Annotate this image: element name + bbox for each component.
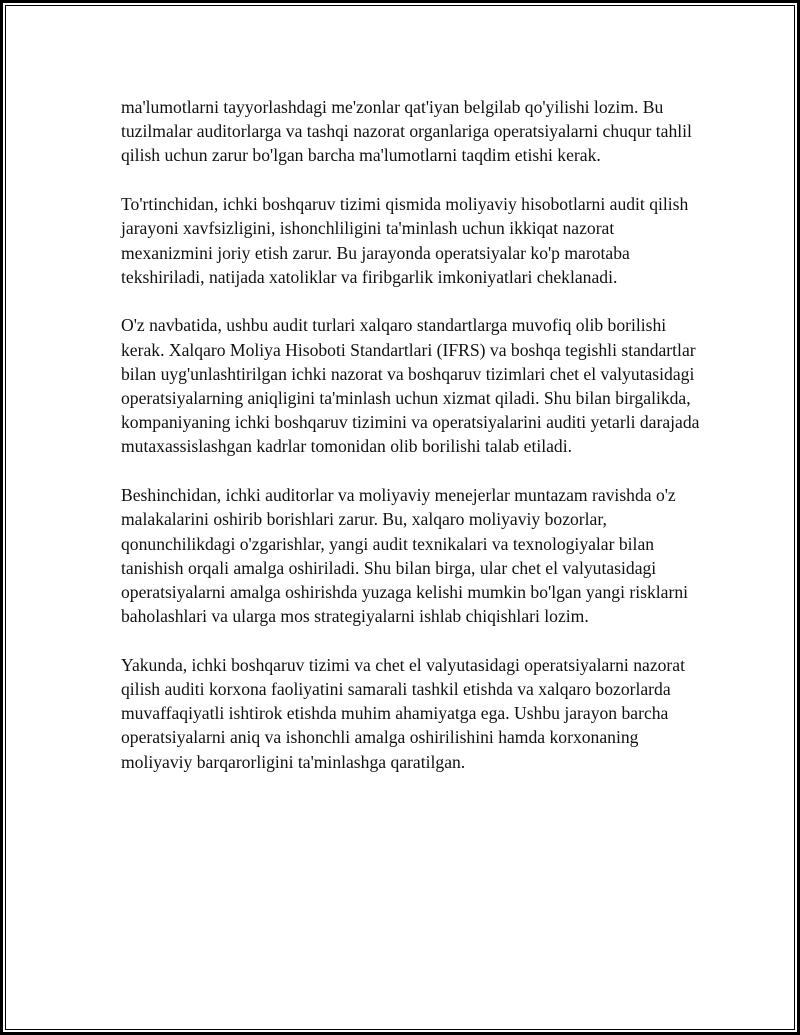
- paragraph-4: Beshinchidan, ichki auditorlar va moliyaviy menejerlar muntazam ravishda o'z malakalarini oshirib borishlari zarur. Bu, xalqaro moliyaviy bozorlar, qonunchilikdagi o'zgarishlar, yangi audit texnikalari va texnologiyalar bilan tanishish orqali amalga oshiriladi. Shu bilan birga, ular chet el valyutasidagi operatsiyalarni amalga oshirishda yuzaga kelishi mumkin bo'lgan yangi risklarni baholashlari va ularga mos strategiyalarni ishlab chiqishlari lozim.: [121, 485, 689, 627]
- paragraph-3: O'z navbatida, ushbu audit turlari xalqaro standartlarga muvofiq olib borilishi kerak. Xalqaro Moliya Hisoboti Standartlari (IFRS) va boshqa tegishli standartlar bilan uyg'unlashtirilgan ichki nazorat va boshqaruv tizimlari chet el valyutasidagi operatsiyalarning aniqligini ta'minlash uchun xizmat qiladi. Shu bilan birgalikda, kompaniyaning ichki boshqaruv tizimini va operatsiyalarini auditi yetarli darajada mutaxassislashgan kadrlar tomonidan olib borilishi talab etiladi.: [121, 315, 700, 457]
- paragraph-2: To'rtinchidan, ichki boshqaruv tizimi qismida moliyaviy hisobotlarni audit qilish jarayoni xavfsizligini, ishonchliligini ta'minlash uchun ikkiqat nazorat mexanizmini joriy etish zarur. Bu jarayonda operatsiyalar ko'p marotaba tekshiriladi, natijada xatoliklar va firibgarlik imkoniyatlari cheklanadi.: [121, 194, 689, 287]
- paragraph-1: ma'lumotlarni tayyorlashdagi me'zonlar qat'iyan belgilab qo'yilishi lozim. Bu tuzilmalar auditorlarga va tashqi nazorat organlariga operatsiyalarni chuqur tahlil qilish uchun zarur bo'lgan barcha ma'lumotlarni taqdim etishi kerak.: [121, 97, 692, 166]
- document-body: [121, 95, 701, 798]
- paragraph-5: Yakunda, ichki boshqaruv tizimi va chet el valyutasidagi operatsiyalarni nazorat qilish auditi korxona faoliyatini samarali tashkil etishda va xalqaro bozorlarda muvaffaqiyatli ishtirok etishda muhim ahamiyatga ega. Ushbu jarayon barcha operatsiyalarni aniq va ishonchli amalga oshirilishini hamda korxonaning moliyaviy barqarorligini ta'minlashga qaratilgan.: [121, 654, 685, 772]
